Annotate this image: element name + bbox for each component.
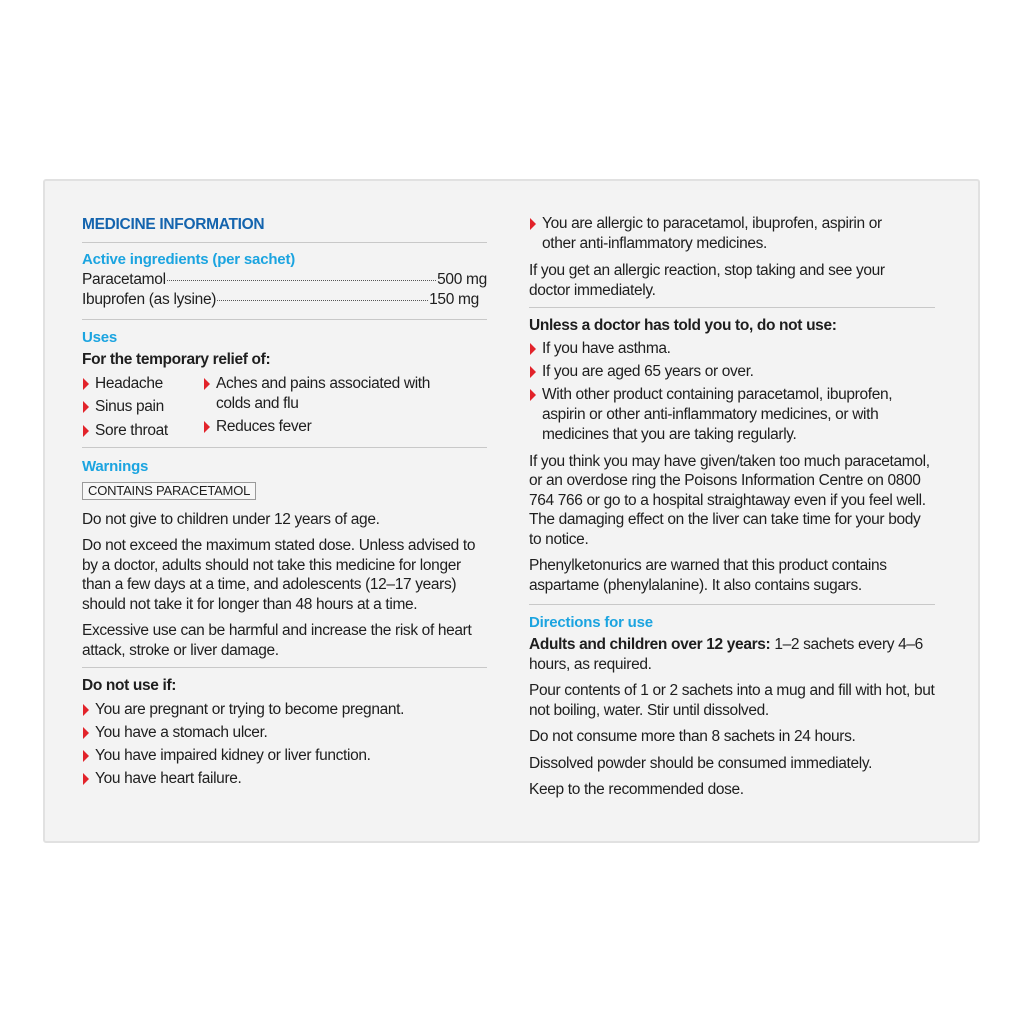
do-not-use-item [82, 700, 487, 720]
item-text: You are allergic to paracetamol, ibuprofen, aspirin or other anti-inflammatory medicines. [542, 215, 882, 252]
uses-list [82, 374, 487, 441]
right-column [529, 214, 935, 800]
bullet-arrow-icon [83, 378, 89, 390]
bullet-arrow-icon [204, 421, 210, 433]
do-not-use-heading: Do not use if: [82, 677, 177, 694]
phenylketonurics-paragraph: Phenylketonurics are warned that this product contains aspartame (phenylalanine). It also contains sugars. [529, 557, 887, 594]
do-not-use-list [82, 700, 487, 789]
dose-text: 1–2 sachets every 4–6 hours, as required. [529, 636, 923, 673]
unless-doctor-item [529, 362, 935, 382]
do-not-use-item [82, 723, 487, 743]
divider [82, 667, 487, 668]
uses-intro: For the temporary relief of: [82, 351, 271, 368]
ingredient-amount: 500 mg [437, 271, 487, 288]
item-text: You have impaired kidney or liver function. [95, 746, 371, 764]
uses-item-text: Sore throat [95, 421, 168, 439]
leader-dots [167, 280, 436, 281]
item-text: You have a stomach ulcer. [95, 723, 268, 741]
uses-heading: Uses [82, 329, 118, 346]
ingredient-name: Paracetamol [82, 271, 166, 288]
left-column [82, 214, 487, 789]
dose-paragraph [529, 635, 935, 674]
warning-paragraph: Do not exceed the maximum stated dose. Unless advised to by a doctor, adults should not take this medicine for longer than a few days at a time, and adolescents (12–17 years) should not take it for longer than 48 hours at a time. [82, 537, 476, 613]
unless-doctor-item [529, 385, 935, 445]
leader-dots [217, 300, 428, 301]
item-text: You are pregnant or trying to become pregnant. [95, 700, 405, 718]
panel-title: MEDICINE INFORMATION [82, 216, 265, 233]
divider [82, 242, 487, 243]
bullet-arrow-icon [83, 401, 89, 413]
bullet-arrow-icon [83, 727, 89, 739]
directions-paragraph: Keep to the recommended dose. [529, 781, 744, 798]
uses-item-text: Aches and pains associated with colds and flu [216, 374, 431, 412]
item-text: If you have asthma. [542, 339, 671, 357]
ingredient-row [82, 270, 487, 290]
allergy-item [529, 214, 935, 254]
bullet-arrow-icon [530, 343, 536, 355]
uses-column-1 [82, 374, 203, 441]
ingredient-row [82, 290, 487, 310]
badge-wrap [82, 482, 487, 500]
unless-doctor-item [529, 339, 935, 359]
divider [82, 319, 487, 320]
bullet-arrow-icon [530, 389, 536, 401]
active-ingredients-heading: Active ingredients (per sachet) [82, 251, 296, 268]
dose-label: Adults and children over 12 years: [529, 636, 771, 653]
uses-column-2 [203, 374, 487, 441]
uses-item-text: Sinus pain [95, 398, 164, 415]
do-not-use-item [82, 769, 487, 789]
allergy-note: If you get an allergic reaction, stop taking and see your doctor immediately. [529, 262, 885, 299]
item-text: You have heart failure. [95, 769, 242, 787]
uses-item [82, 421, 203, 441]
uses-item-text: Reduces fever [216, 418, 312, 435]
do-not-use-item [82, 746, 487, 766]
ingredients-list [82, 270, 487, 310]
item-text: If you are aged 65 years or over. [542, 362, 754, 380]
uses-item [82, 374, 203, 394]
bullet-arrow-icon [83, 704, 89, 716]
divider [529, 604, 935, 605]
uses-item-text: Headache [95, 374, 163, 392]
item-text: With other product containing paracetamol, ibuprofen, aspirin or other anti-inflammatory medicines, or with medicines that you are taking regularly. [542, 385, 893, 443]
bullet-arrow-icon [83, 425, 89, 437]
bullet-arrow-icon [530, 366, 536, 378]
warning-paragraph: Do not give to children under 12 years of age. [82, 510, 380, 528]
bullet-arrow-icon [83, 773, 89, 785]
directions-paragraph: Do not consume more than 8 sachets in 24 hours. [529, 728, 856, 745]
warning-paragraph: Excessive use can be harmful and increase the risk of heart attack, stroke or liver damage. [82, 622, 472, 659]
bullet-arrow-icon [83, 750, 89, 762]
warnings-heading: Warnings [82, 457, 149, 475]
unless-doctor-list [529, 339, 935, 445]
contains-paracetamol-badge: CONTAINS PARACETAMOL [82, 482, 256, 500]
medicine-info-panel [43, 179, 980, 843]
directions-paragraph: Dissolved powder should be consumed immediately. [529, 754, 873, 772]
overdose-paragraph: If you think you may have given/taken too much paracetamol, or an overdose ring the Poisons Information Centre on 0800 764 766 or go to a hospital straightaway even if you feel well. The damaging effect on the liver can take time for your body to notice. [529, 452, 930, 548]
divider [82, 447, 487, 448]
bullet-arrow-icon [530, 218, 536, 230]
unless-doctor-heading: Unless a doctor has told you to, do not use: [529, 317, 837, 334]
ingredient-name: Ibuprofen (as lysine) [82, 291, 217, 308]
bullet-arrow-icon [204, 378, 210, 390]
directions-heading: Directions for use [529, 614, 653, 631]
uses-item [203, 417, 487, 437]
uses-item [203, 374, 487, 414]
divider [529, 307, 935, 308]
uses-item [82, 397, 203, 417]
directions-paragraph: Pour contents of 1 or 2 sachets into a mug and fill with hot, but not boiling, water. Stir until dissolved. [529, 682, 935, 719]
ingredient-amount: 150 mg [429, 291, 479, 308]
